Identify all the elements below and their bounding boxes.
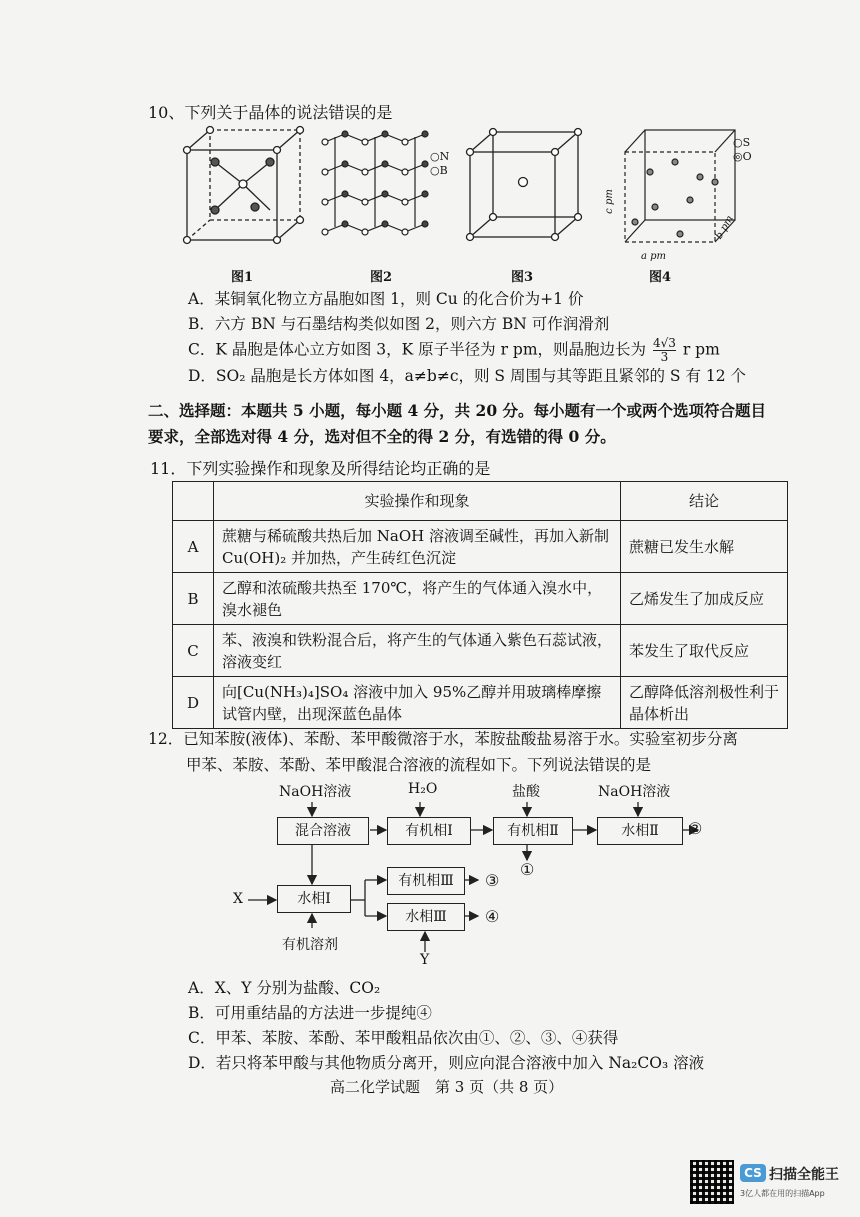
box-organic-phase-2: 有机相Ⅱ bbox=[493, 817, 573, 845]
qr-code-icon bbox=[690, 1160, 734, 1204]
table-header-row: 实验操作和现象 结论 bbox=[173, 482, 788, 521]
fig1-cube bbox=[184, 127, 304, 244]
fig2-label: 图2 bbox=[370, 270, 393, 285]
q12-option-d: D．若只将苯甲酸与其他物质分离开，则应向混合溶液中加入 Na₂CO₃ 溶液 bbox=[188, 1054, 705, 1072]
output-2: ② bbox=[688, 819, 703, 838]
frac-num: 4√3 bbox=[652, 336, 676, 350]
fig1-label: 图1 bbox=[231, 270, 254, 285]
q12-title: 12．已知苯胺(液体)、苯酚、苯甲酸微溶于水，苯胺盐酸盐易溶于水。实验室初步分离 甲苯、苯胺、苯酚、苯甲酸混合溶液的流程如下。下列说法错误的是 bbox=[148, 730, 738, 774]
box-organic-phase-1: 有机相Ⅰ bbox=[387, 817, 471, 845]
fig2-legend: ○N ○B bbox=[430, 150, 450, 177]
q10-option-c: C．K 晶胞是体心立方如图 3，K 原子半径为 r pm，则晶胞边长为 $\frac{4√3}{3}$ r pm bbox=[188, 336, 720, 364]
reagent-naoh: NaOH溶液 bbox=[279, 784, 352, 800]
fig4-axis-b: b pm bbox=[713, 213, 736, 242]
q10-option-a: A．某铜氧化物立方晶胞如图 1，则 Cu 的化合价为+1 价 bbox=[188, 290, 584, 308]
output-1: ① bbox=[520, 860, 535, 879]
q10-title: 10、下列关于晶体的说法错误的是 bbox=[148, 103, 393, 122]
camscanner-name: 扫描全能王 bbox=[769, 1167, 839, 1183]
input-y: Y bbox=[420, 952, 430, 968]
q11-title: 11．下列实验操作和现象及所得结论均正确的是 bbox=[150, 459, 491, 478]
section2-header: 二、选择题：本题共 5 小题，每小题 4 分，共 20 分。每小题有一个或两个选项符合题目 要求，全部选对得 4 分，选对但不全的得 2 分，有选错的得 0 分。 bbox=[148, 401, 767, 446]
page-footer: 高二化学试题 第 3 页（共 8 页） bbox=[330, 1078, 564, 1096]
fig3-label: 图3 bbox=[511, 270, 534, 285]
box-organic-phase-3: 有机相Ⅲ bbox=[387, 867, 465, 895]
q12-option-a: A．X、Y 分别为盐酸、CO₂ bbox=[188, 979, 381, 997]
q12-option-b: B．可用重结晶的方法进一步提纯④ bbox=[188, 1004, 432, 1022]
output-4: ④ bbox=[485, 907, 500, 926]
fig2-layers bbox=[322, 131, 428, 235]
output-3: ③ bbox=[485, 871, 500, 890]
q12-option-c: C．甲苯、苯胺、苯酚、苯甲酸粗品依次由①、②、③、④获得 bbox=[188, 1029, 619, 1047]
table-row: B 乙醇和浓硫酸共热至 170℃，将产生的气体通入溴水中，溴水褪色 乙烯发生了加成反应 bbox=[173, 573, 788, 625]
fig4-axis-a: a pm bbox=[641, 251, 667, 262]
input-x: X bbox=[233, 891, 243, 907]
crystal-figures bbox=[175, 122, 765, 282]
fig4-axis-c: c pm bbox=[603, 189, 615, 214]
box-aqueous-phase-2: 水相Ⅱ bbox=[597, 817, 683, 845]
box-mixed-solution: 混合溶液 bbox=[277, 817, 369, 845]
fig3-bcc bbox=[467, 129, 582, 241]
table-row: D 向[Cu(NH₃)₄]SO₄ 溶液中加入 95%乙醇并用玻璃棒摩擦试管内壁，出现深蓝色晶体 乙醇降低溶剂极性利于晶体析出 bbox=[173, 677, 788, 729]
q11-table bbox=[172, 481, 788, 729]
box-aqueous-phase-1: 水相Ⅰ bbox=[277, 885, 351, 913]
reagent-naoh-2: NaOH溶液 bbox=[598, 784, 671, 800]
box-aqueous-phase-3: 水相Ⅲ bbox=[387, 903, 465, 931]
frac-den: 3 bbox=[660, 350, 669, 364]
table-row: A 蔗糖与稀硫酸共热后加 NaOH 溶液调至碱性，再加入新制 Cu(OH)₂ 并加热，产生砖红色沉淀 蔗糖已发生水解 bbox=[173, 521, 788, 573]
organic-solvent-label: 有机溶剂 bbox=[282, 937, 338, 953]
q10-option-b: B．六方 BN 与石墨结构类似如图 2，则六方 BN 可作润滑剂 bbox=[188, 315, 610, 333]
camscanner-tagline: 3亿人都在用的扫描App bbox=[740, 1189, 825, 1198]
table-row: C 苯、液溴和铁粉混合后，将产生的气体通入紫色石蕊试液，溶液变红 苯发生了取代反应 bbox=[173, 625, 788, 677]
q10-option-d: D．SO₂ 晶胞是长方体如图 4，a≠b≠c，则 S 周围与其等距且紧邻的 S 有 12 个 bbox=[188, 367, 747, 385]
camscanner-logo-icon: CS bbox=[740, 1164, 766, 1182]
fig4-label: 图4 bbox=[649, 270, 672, 285]
reagent-h2o: H₂O bbox=[408, 781, 438, 797]
reagent-hcl: 盐酸 bbox=[512, 784, 540, 800]
fig4-legend: ○S ◎O bbox=[733, 136, 752, 163]
